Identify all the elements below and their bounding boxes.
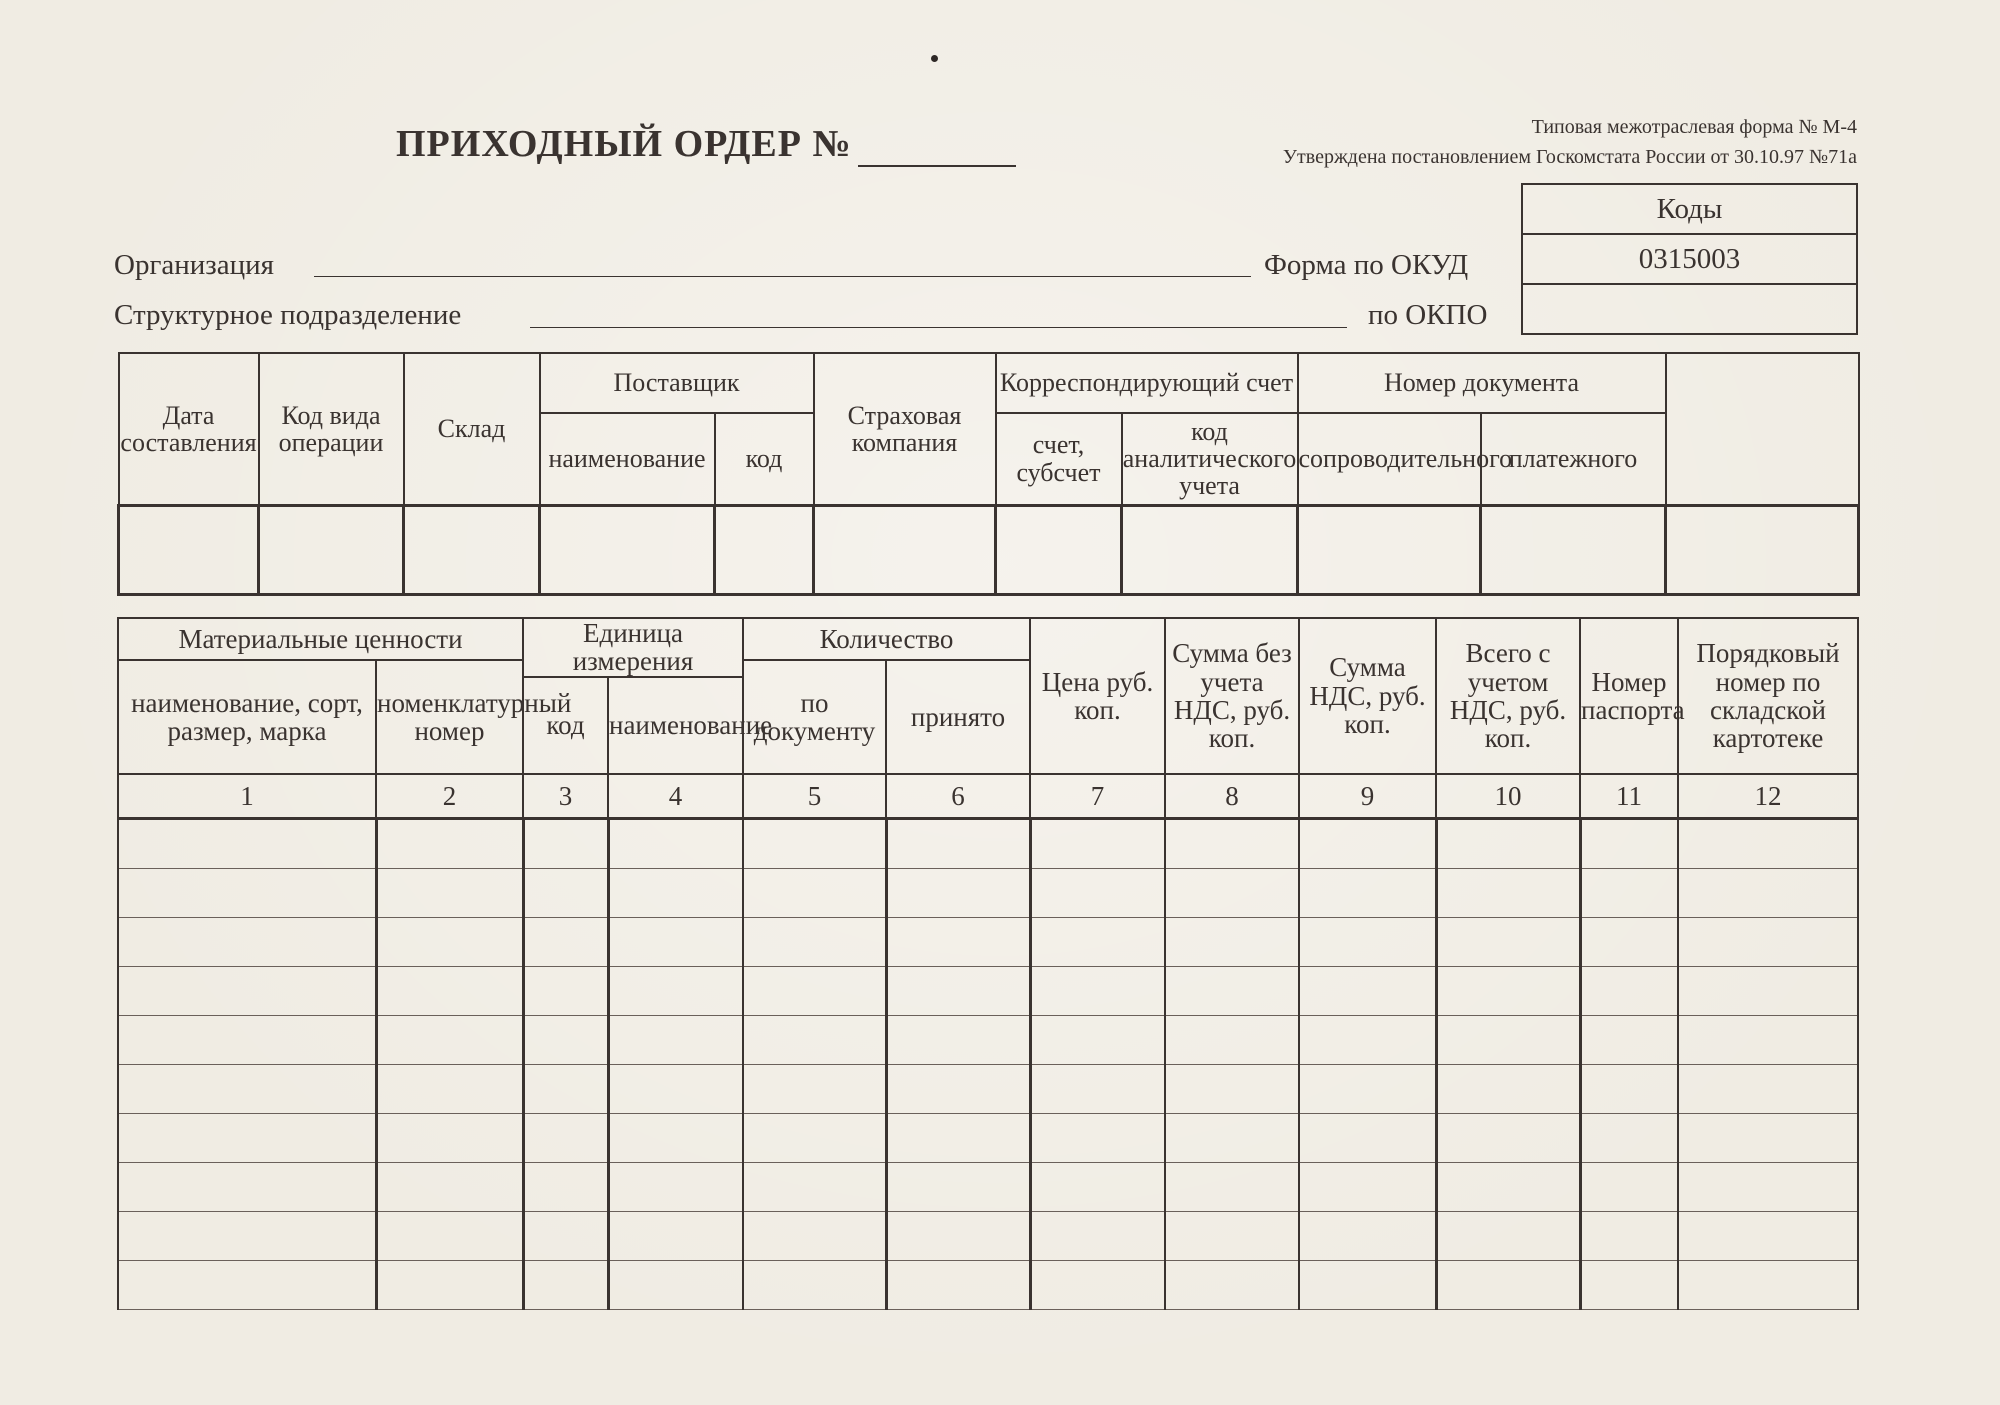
table-cell[interactable] xyxy=(608,1163,743,1212)
table-cell[interactable] xyxy=(1165,967,1299,1016)
accompanying-doc-cell[interactable] xyxy=(1298,506,1481,595)
table-cell[interactable] xyxy=(1678,918,1858,967)
table-cell[interactable] xyxy=(743,967,886,1016)
table-cell[interactable] xyxy=(118,1114,376,1163)
subdivision-label: Структурное подразделение xyxy=(114,299,462,331)
material-values-header: Материальные ценности xyxy=(118,618,523,660)
table-cell[interactable] xyxy=(523,869,608,918)
table-cell[interactable] xyxy=(608,1065,743,1114)
page-title: ПРИХОДНЫЙ ОРДЕР № xyxy=(396,123,852,165)
table-cell[interactable] xyxy=(118,1212,376,1261)
table-cell[interactable] xyxy=(1678,819,1858,869)
table-cell[interactable] xyxy=(523,1016,608,1065)
table-cell[interactable] xyxy=(1436,819,1580,869)
table-cell[interactable] xyxy=(743,1016,886,1065)
table-cell[interactable] xyxy=(608,1016,743,1065)
table-cell[interactable] xyxy=(608,819,743,869)
insurer-header: Страховая компания xyxy=(814,353,996,506)
table-cell[interactable] xyxy=(743,1114,886,1163)
table-cell[interactable] xyxy=(523,1261,608,1310)
table-cell[interactable] xyxy=(1030,1065,1165,1114)
vat-sum-header: Сумма НДС, руб. коп. xyxy=(1299,618,1436,774)
warehouse-cell[interactable] xyxy=(404,506,540,595)
table-cell[interactable] xyxy=(1436,1212,1580,1261)
okpo-code-cell[interactable] xyxy=(1522,284,1857,334)
table-cell[interactable] xyxy=(1030,819,1165,869)
table-cell[interactable] xyxy=(1436,1065,1580,1114)
table-cell[interactable] xyxy=(1678,1065,1858,1114)
subdivision-field[interactable] xyxy=(530,327,1347,328)
table-cell[interactable] xyxy=(376,1016,523,1065)
table-cell[interactable] xyxy=(886,1114,1030,1163)
table-cell[interactable] xyxy=(1436,1261,1580,1310)
table-cell[interactable] xyxy=(1580,1212,1678,1261)
table-cell[interactable] xyxy=(1299,1016,1436,1065)
table-row xyxy=(118,1212,1858,1261)
table-cell[interactable] xyxy=(523,1114,608,1163)
column-number: 3 xyxy=(523,774,608,819)
table-cell[interactable] xyxy=(1580,1114,1678,1163)
table-cell[interactable] xyxy=(608,869,743,918)
payment-doc-cell[interactable] xyxy=(1481,506,1666,595)
table-cell[interactable] xyxy=(743,1261,886,1310)
accompanying-doc-header: сопроводительного xyxy=(1298,413,1481,506)
table-cell[interactable] xyxy=(118,1065,376,1114)
table-cell[interactable] xyxy=(1299,1212,1436,1261)
warehouse-header: Склад xyxy=(404,353,540,506)
table-cell[interactable] xyxy=(886,1163,1030,1212)
table-cell[interactable] xyxy=(1678,967,1858,1016)
column-number: 12 xyxy=(1678,774,1858,819)
supplier-name-header: наименование xyxy=(540,413,715,506)
table-row xyxy=(118,819,1858,869)
table-cell[interactable] xyxy=(118,1261,376,1310)
column-number: 2 xyxy=(376,774,523,819)
column-number: 11 xyxy=(1580,774,1678,819)
goods-table xyxy=(117,617,1859,1310)
date-cell[interactable] xyxy=(119,506,259,595)
table-cell[interactable] xyxy=(118,918,376,967)
column-number: 9 xyxy=(1299,774,1436,819)
table-cell[interactable] xyxy=(1299,1114,1436,1163)
quantity-header: Количество xyxy=(743,618,1030,660)
column-number: 7 xyxy=(1030,774,1165,819)
table-cell[interactable] xyxy=(886,1212,1030,1261)
passport-number-header: Номер паспорта xyxy=(1580,618,1678,774)
table-cell[interactable] xyxy=(608,1212,743,1261)
table-cell[interactable] xyxy=(743,1212,886,1261)
table-row xyxy=(118,918,1858,967)
table-cell[interactable] xyxy=(523,819,608,869)
form-approval-note: Утверждена постановлением Госкомстата России от 30.10.97 №71а xyxy=(1282,146,1857,168)
operation-code-header: Код вида операции xyxy=(259,353,404,506)
table-cell[interactable] xyxy=(743,1065,886,1114)
table-cell[interactable] xyxy=(608,918,743,967)
unit-name-header: наименование xyxy=(608,677,743,774)
table-cell[interactable] xyxy=(1030,967,1165,1016)
table-cell[interactable] xyxy=(886,869,1030,918)
table-cell[interactable] xyxy=(1299,918,1436,967)
table-cell[interactable] xyxy=(1436,1163,1580,1212)
unit-code-header: код xyxy=(523,677,608,774)
column-number: 1 xyxy=(118,774,376,819)
unit-header: Единица измерения xyxy=(523,618,743,677)
table-cell[interactable] xyxy=(1030,1016,1165,1065)
table-cell[interactable] xyxy=(1299,967,1436,1016)
table-cell[interactable] xyxy=(886,1016,1030,1065)
table-cell[interactable] xyxy=(1030,1261,1165,1310)
table-cell[interactable] xyxy=(608,1114,743,1163)
table-row xyxy=(118,1065,1858,1114)
table-cell[interactable] xyxy=(523,1212,608,1261)
table-cell[interactable] xyxy=(376,1114,523,1163)
table-cell[interactable] xyxy=(376,819,523,869)
card-number-header: Порядковый номер по складской картотеке xyxy=(1678,618,1858,774)
analytic-code-cell[interactable] xyxy=(1122,506,1298,595)
extra-cell[interactable] xyxy=(1666,506,1859,595)
table-cell[interactable] xyxy=(886,819,1030,869)
table-row xyxy=(118,1261,1858,1310)
organization-field[interactable] xyxy=(314,276,1251,277)
account-cell[interactable] xyxy=(996,506,1122,595)
codes-header: Коды xyxy=(1522,184,1857,234)
insurer-cell[interactable] xyxy=(814,506,996,595)
nomenclature-header: номенклатурный номер xyxy=(376,660,523,774)
table-cell[interactable] xyxy=(1436,967,1580,1016)
price-header: Цена руб. коп. xyxy=(1030,618,1165,774)
date-header: Дата составления xyxy=(119,353,259,506)
table-cell[interactable] xyxy=(1165,819,1299,869)
table-cell[interactable] xyxy=(1678,1261,1858,1310)
column-number: 8 xyxy=(1165,774,1299,819)
table-cell[interactable] xyxy=(1030,1212,1165,1261)
column-number: 10 xyxy=(1436,774,1580,819)
table-cell[interactable] xyxy=(376,1163,523,1212)
table-cell[interactable] xyxy=(1580,1065,1678,1114)
table-cell[interactable] xyxy=(1165,1261,1299,1310)
table-cell[interactable] xyxy=(1030,918,1165,967)
table-cell[interactable] xyxy=(376,918,523,967)
table-row xyxy=(118,1016,1858,1065)
operation-code-cell[interactable] xyxy=(259,506,404,595)
corr-account-header: Корреспондирующий счет xyxy=(996,353,1298,413)
table-cell[interactable] xyxy=(118,967,376,1016)
paper-speck xyxy=(931,55,938,62)
table-cell[interactable] xyxy=(1580,967,1678,1016)
table-cell[interactable] xyxy=(608,1261,743,1310)
okud-label: Форма по ОКУД xyxy=(1264,249,1469,281)
table-cell[interactable] xyxy=(886,1065,1030,1114)
table-cell[interactable] xyxy=(1436,918,1580,967)
supplier-header: Поставщик xyxy=(540,353,814,413)
table-cell[interactable] xyxy=(743,918,886,967)
order-number-line[interactable] xyxy=(858,165,1016,167)
table-cell[interactable] xyxy=(1299,819,1436,869)
table-cell[interactable] xyxy=(1030,1114,1165,1163)
table-cell[interactable] xyxy=(118,1016,376,1065)
table-cell[interactable] xyxy=(376,1212,523,1261)
table-cell[interactable] xyxy=(376,1261,523,1310)
table-cell[interactable] xyxy=(886,1261,1030,1310)
table-cell[interactable] xyxy=(1436,1114,1580,1163)
doc-number-header: Номер документа xyxy=(1298,353,1666,413)
form-type-note: Типовая межотраслевая форма № М-4 xyxy=(1531,116,1857,138)
table-cell[interactable] xyxy=(743,819,886,869)
by-document-header: по документу xyxy=(743,660,886,774)
table-cell[interactable] xyxy=(743,1163,886,1212)
table-cell[interactable] xyxy=(1580,1016,1678,1065)
table-cell[interactable] xyxy=(1165,1065,1299,1114)
table-row xyxy=(118,1163,1858,1212)
accepted-header: принято xyxy=(886,660,1030,774)
payment-doc-header: платежного xyxy=(1481,413,1666,506)
table-row xyxy=(118,967,1858,1016)
table-cell[interactable] xyxy=(1165,918,1299,967)
table-cell[interactable] xyxy=(523,1163,608,1212)
table-cell[interactable] xyxy=(1299,1065,1436,1114)
table-cell[interactable] xyxy=(1436,1016,1580,1065)
total-with-vat-header: Всего с учетом НДС, руб. коп. xyxy=(1436,618,1580,774)
table-cell[interactable] xyxy=(886,918,1030,967)
document-details-table xyxy=(117,352,1860,596)
table-cell[interactable] xyxy=(1580,918,1678,967)
table-cell[interactable] xyxy=(1299,1261,1436,1310)
supplier-name-cell[interactable] xyxy=(540,506,715,595)
table-row xyxy=(118,1114,1858,1163)
table-cell[interactable] xyxy=(1580,869,1678,918)
table-cell[interactable] xyxy=(1165,1016,1299,1065)
table-cell[interactable] xyxy=(523,918,608,967)
account-subaccount-header: счет, субсчет xyxy=(996,413,1122,506)
table-cell[interactable] xyxy=(1030,1163,1165,1212)
extra-header xyxy=(1666,353,1859,506)
table-cell[interactable] xyxy=(1678,1114,1858,1163)
okud-code-cell[interactable]: 0315003 xyxy=(1522,234,1857,284)
column-number: 5 xyxy=(743,774,886,819)
organization-label: Организация xyxy=(114,249,274,281)
table-cell[interactable] xyxy=(1165,1163,1299,1212)
supplier-code-cell[interactable] xyxy=(715,506,814,595)
codes-table xyxy=(1521,183,1858,335)
table-cell[interactable] xyxy=(1299,869,1436,918)
table-cell[interactable] xyxy=(376,1065,523,1114)
table-cell[interactable] xyxy=(1165,1114,1299,1163)
table-cell[interactable] xyxy=(1678,1212,1858,1261)
table-cell[interactable] xyxy=(1678,1016,1858,1065)
table-cell[interactable] xyxy=(1165,1212,1299,1261)
table-cell[interactable] xyxy=(1299,1163,1436,1212)
supplier-code-header: код xyxy=(715,413,814,506)
sum-without-vat-header: Сумма без учета НДС, руб. коп. xyxy=(1165,618,1299,774)
okpo-label: по ОКПО xyxy=(1368,299,1488,331)
column-number: 4 xyxy=(608,774,743,819)
column-number: 6 xyxy=(886,774,1030,819)
table-cell[interactable] xyxy=(1165,869,1299,918)
table-cell[interactable] xyxy=(886,967,1030,1016)
table-cell[interactable] xyxy=(1580,819,1678,869)
table-cell[interactable] xyxy=(608,967,743,1016)
table-cell[interactable] xyxy=(1678,1163,1858,1212)
table-cell[interactable] xyxy=(1030,869,1165,918)
table-cell[interactable] xyxy=(1580,1163,1678,1212)
table-cell[interactable] xyxy=(118,869,376,918)
name-grade-header: наименование, сорт, размер, марка xyxy=(118,660,376,774)
analytic-code-header: код аналитического учета xyxy=(1122,413,1298,506)
table-cell[interactable] xyxy=(1678,869,1858,918)
table-cell[interactable] xyxy=(523,1065,608,1114)
table-row xyxy=(118,869,1858,918)
table-cell[interactable] xyxy=(743,869,886,918)
table-cell[interactable] xyxy=(1436,869,1580,918)
table-cell[interactable] xyxy=(376,869,523,918)
table-cell[interactable] xyxy=(376,967,523,1016)
table-cell[interactable] xyxy=(118,819,376,869)
table-cell[interactable] xyxy=(118,1163,376,1212)
table-cell[interactable] xyxy=(1580,1261,1678,1310)
table-cell[interactable] xyxy=(523,967,608,1016)
